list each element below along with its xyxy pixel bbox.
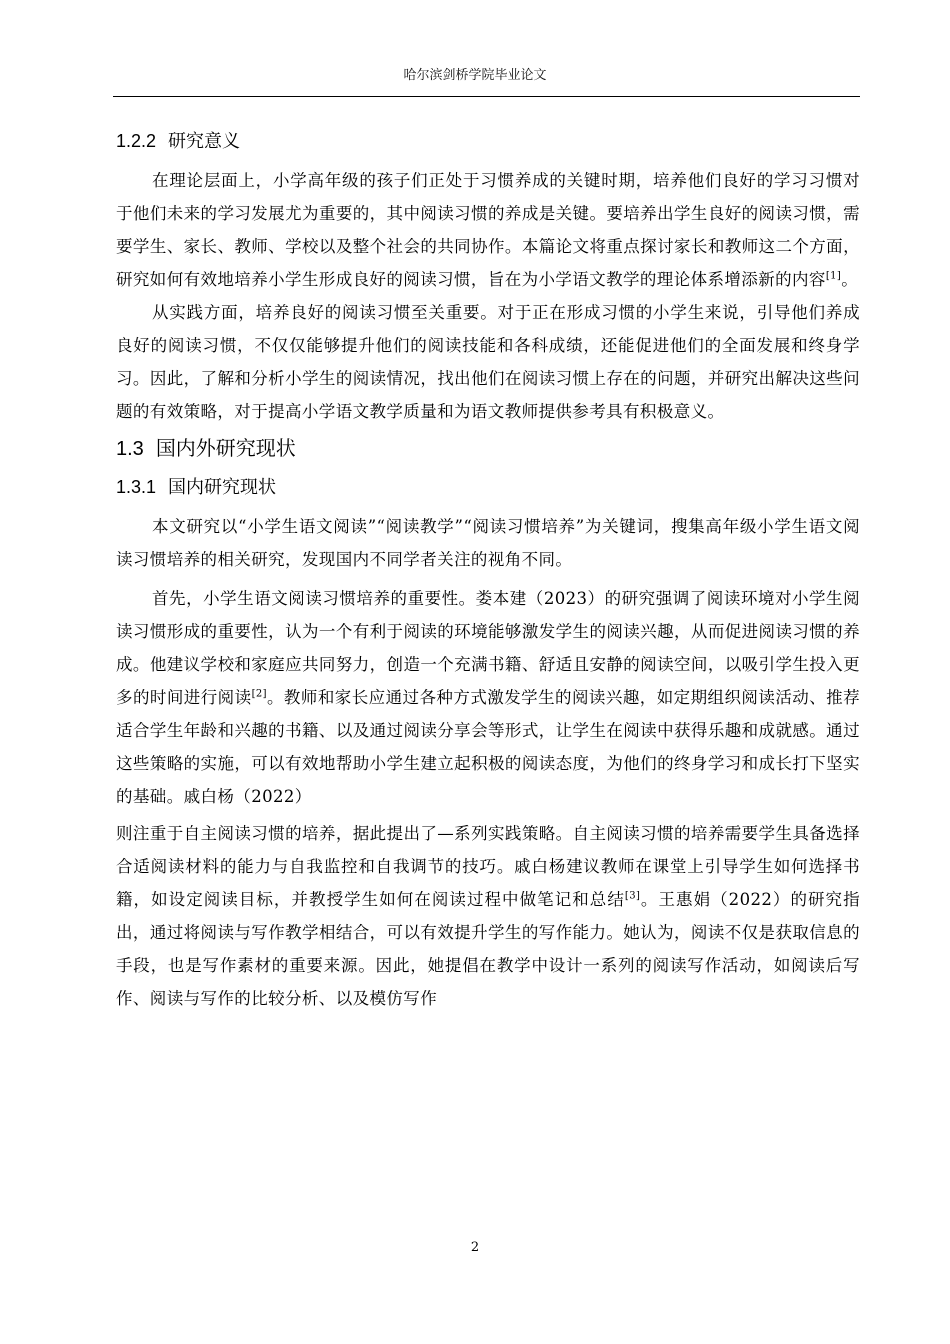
paragraph-text: 首先，小学生语文阅读习惯培养的重要性。娄本建（2023）的研究强调了阅读环境对小学生阅读习惯形成的重要性，认为一个有利于阅读的环境能够激发学生的阅读兴趣，从而促进阅读习惯的养成。他建议学校和家庭应共同努力，创造一个充满书籍、舒适且安静的阅读空间，以吸引学生投入更多的时间进行阅读 bbox=[116, 589, 860, 707]
paragraph-text-end: 。 bbox=[841, 270, 859, 289]
section-heading-1-3-1 bbox=[116, 469, 860, 506]
running-header: 哈尔滨剑桥学院毕业论文 bbox=[403, 68, 547, 83]
paragraph bbox=[116, 817, 860, 1015]
citation-ref: [1] bbox=[825, 270, 842, 282]
header-rule bbox=[113, 96, 860, 97]
page-body bbox=[116, 123, 860, 1015]
paragraph: 本文研究以“小学生语文阅读”“阅读教学”“阅读习惯培养”为关键词，搜集高年级小学生语文阅读习惯培养的相关研究，发现国内不同学者关注的视角不同。 bbox=[116, 517, 860, 569]
section-heading-1-2-2 bbox=[116, 123, 860, 160]
section-heading-1-3 bbox=[116, 428, 860, 469]
section-title: 研究意义 bbox=[168, 131, 241, 152]
paragraph-text: 在理论层面上，小学高年级的孩子们正处于习惯养成的关键时期，培养他们良好的学习习惯对于他们未来的学习发展尤为重要的，其中阅读习惯的养成是关键。要培养出学生良好的阅读习惯，需要学生、家长、教师、学校以及整个社会的共同协作。本篇论文将重点探讨家长和教师这二个方面，研究如何有效地培养小学生形成良好的阅读习惯，旨在为小学语文教学的理论体系增添新的内容 bbox=[116, 171, 860, 289]
paragraph: 从实践方面，培养良好的阅读习惯至关重要。对于正在形成习惯的小学生来说，引导他们养成良好的阅读习惯，不仅仅能够提升他们的阅读技能和各科成绩，还能促进他们的全面发展和终身学习。因此，了解和分析小学生的阅读情况，找出他们在阅读习惯上存在的问题，并研究出解决这些问题的有效策略，对于提高小学语文教学质量和为语文教师提供参考具有积极意义。 bbox=[116, 303, 860, 421]
section-number: 1.3 bbox=[116, 438, 144, 460]
section-title: 国内外研究现状 bbox=[155, 436, 296, 460]
paragraph-text-end: 。王惠娟（2022）的研究指出，通过将阅读与写作教学相结合，可以有效提升学生的写作能力。她认为，阅读不仅是获取信息的手段，也是写作素材的重要来源。因此，她提倡在教学中设计一系列的阅读写作活动，如阅读后写作、阅读与写作的比较分析、以及模仿写作 bbox=[116, 890, 861, 1008]
citation-ref: [2] bbox=[251, 688, 267, 700]
paragraph-text-end: 。教师和家长应通过各种方式激发学生的阅读兴趣，如定期组织阅读活动、推荐适合学生年龄和兴趣的书籍、以及通过阅读分享会等形式，让学生在阅读中获得乐趣和成就感。通过这些策略的实施，可以有效地帮助小学生建立起积极的阅读态度，为他们的终身学习和成长打下坚实的基础。戚白杨（2022） bbox=[116, 688, 861, 806]
section-title: 国内研究现状 bbox=[168, 477, 277, 498]
section-number: 1.2.2 bbox=[116, 131, 157, 151]
citation-ref: [3] bbox=[624, 890, 641, 902]
paragraph bbox=[116, 164, 860, 296]
page-number: 2 bbox=[470, 1240, 480, 1255]
paragraph bbox=[116, 582, 860, 813]
section-number: 1.3.1 bbox=[116, 477, 157, 497]
paragraph-text: 则注重于自主阅读习惯的培养，据此提出了—系列实践策略。自主阅读习惯的培养需要学生具备选择合适阅读材料的能力与自我监控和自我调节的技巧。戚白杨建议教师在课堂上引导学生如何选择书籍，如设定阅读目标，并教授学生如何在阅读过程中做笔记和总结 bbox=[116, 824, 860, 909]
